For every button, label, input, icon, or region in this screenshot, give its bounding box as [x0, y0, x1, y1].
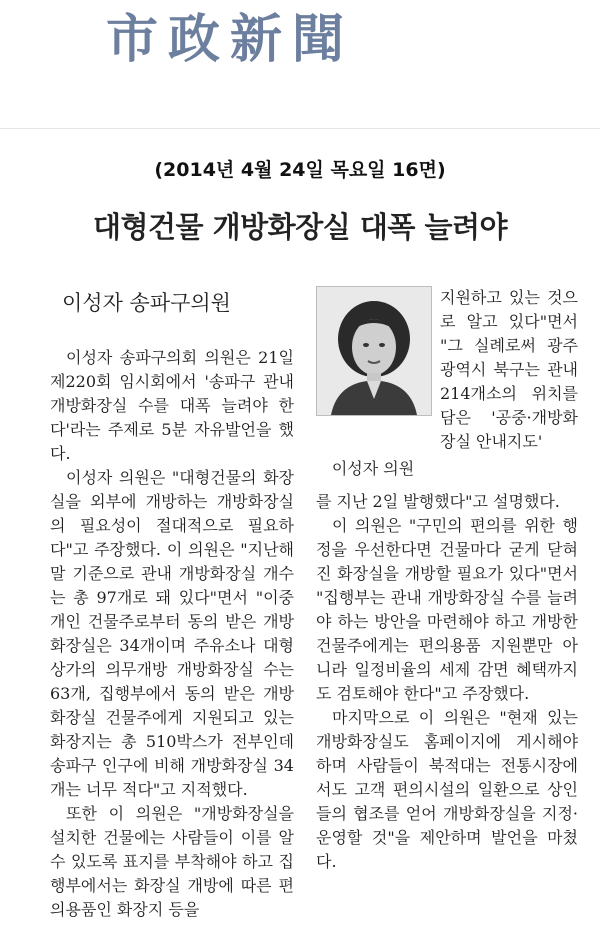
- paragraph: 이성자 의원은 "대형건물의 화장실을 외부에 개방하는 개방화장실의 필요성이 절대적으로 필요하다"고 주장했다. 이 의원은 "지난해 말 기준으로 관내 개방화장실 개수는 총 97개로 돼 있다"면서 "이중 개인 건물주로부터 동의 받은 개방화장실은 34개이며 주유소나 대형상가의 의무개방 개방화장실 수는 63개, 집행부에서 동의 받은 개방화장실 건물주에게 지원되고 있는 화장지는 총 510박스가 전부인데 송파구 인구에 비해 개방화장실 34개는 너무 적다"고 지적했다.: [50, 468, 294, 799]
- portrait-photo: [316, 286, 432, 416]
- paragraph: 이성자 송파구의회 의원은 21일 제220회 임시회에서 '송파구 관내 개방화장실 수를 대폭 늘려야 한다'라는 주제로 5분 자유발언을 했다.: [50, 348, 294, 463]
- masthead-divider: [0, 128, 600, 129]
- paragraph: 를 지난 2일 발행했다"고 설명했다.: [316, 492, 560, 511]
- portrait-image: [317, 287, 431, 415]
- dateline: (2014년 4월 24일 목요일 16면): [154, 159, 446, 181]
- newspaper-title: 市政新聞: [106, 9, 355, 70]
- paragraph: 지원하고 있는 것으로 알고 있다"면서 "그 실례로써 광주광역시 북구는 관내 214개소의 위치를 담은 '공중·개방화장실 안내지도': [440, 288, 578, 451]
- article-column-left: [50, 346, 294, 922]
- byline: 이성자 송파구의원: [62, 291, 231, 315]
- paragraph: 이 의원은 "구민의 편의를 위한 행정을 우선한다면 건물마다 굳게 닫혀진 화장실을 개방할 필요가 있다"면서 "집행부는 관내 개방화장실 수를 늘려야 하는 방안을 마련해야 하고 개방한 건물주에게는 편의용품 지원뿐만 아니라 일정비율의 세제 감면 혜택까지도 검토해야 한다"고 주장했다.: [316, 516, 578, 703]
- paragraph: 또한 이 의원은 "개방화장실을 설치한 건물에는 사람들이 이를 알 수 있도록 표지를 부착해야 하고 집행부에서는 화장실 개방에 따른 편의용품인 화장지 등을: [50, 804, 294, 919]
- article-column-right: [316, 490, 578, 874]
- article-column-right-top: [440, 286, 578, 454]
- paragraph: 마지막으로 이 의원은 "현재 있는 개방화장실도 홈페이지에 게시해야 하며 사람들이 북적대는 전통시장에서도 고객 편의시설의 일환으로 상인들의 협조를 얻어 개방화장실을 지정·운영할 것"을 제안하며 발언을 마쳤다.: [316, 708, 578, 871]
- photo-caption: 이성자 의원: [331, 459, 415, 478]
- headline: 대형건물 개방화장실 대폭 늘려야: [93, 210, 507, 244]
- masthead: [0, 0, 600, 135]
